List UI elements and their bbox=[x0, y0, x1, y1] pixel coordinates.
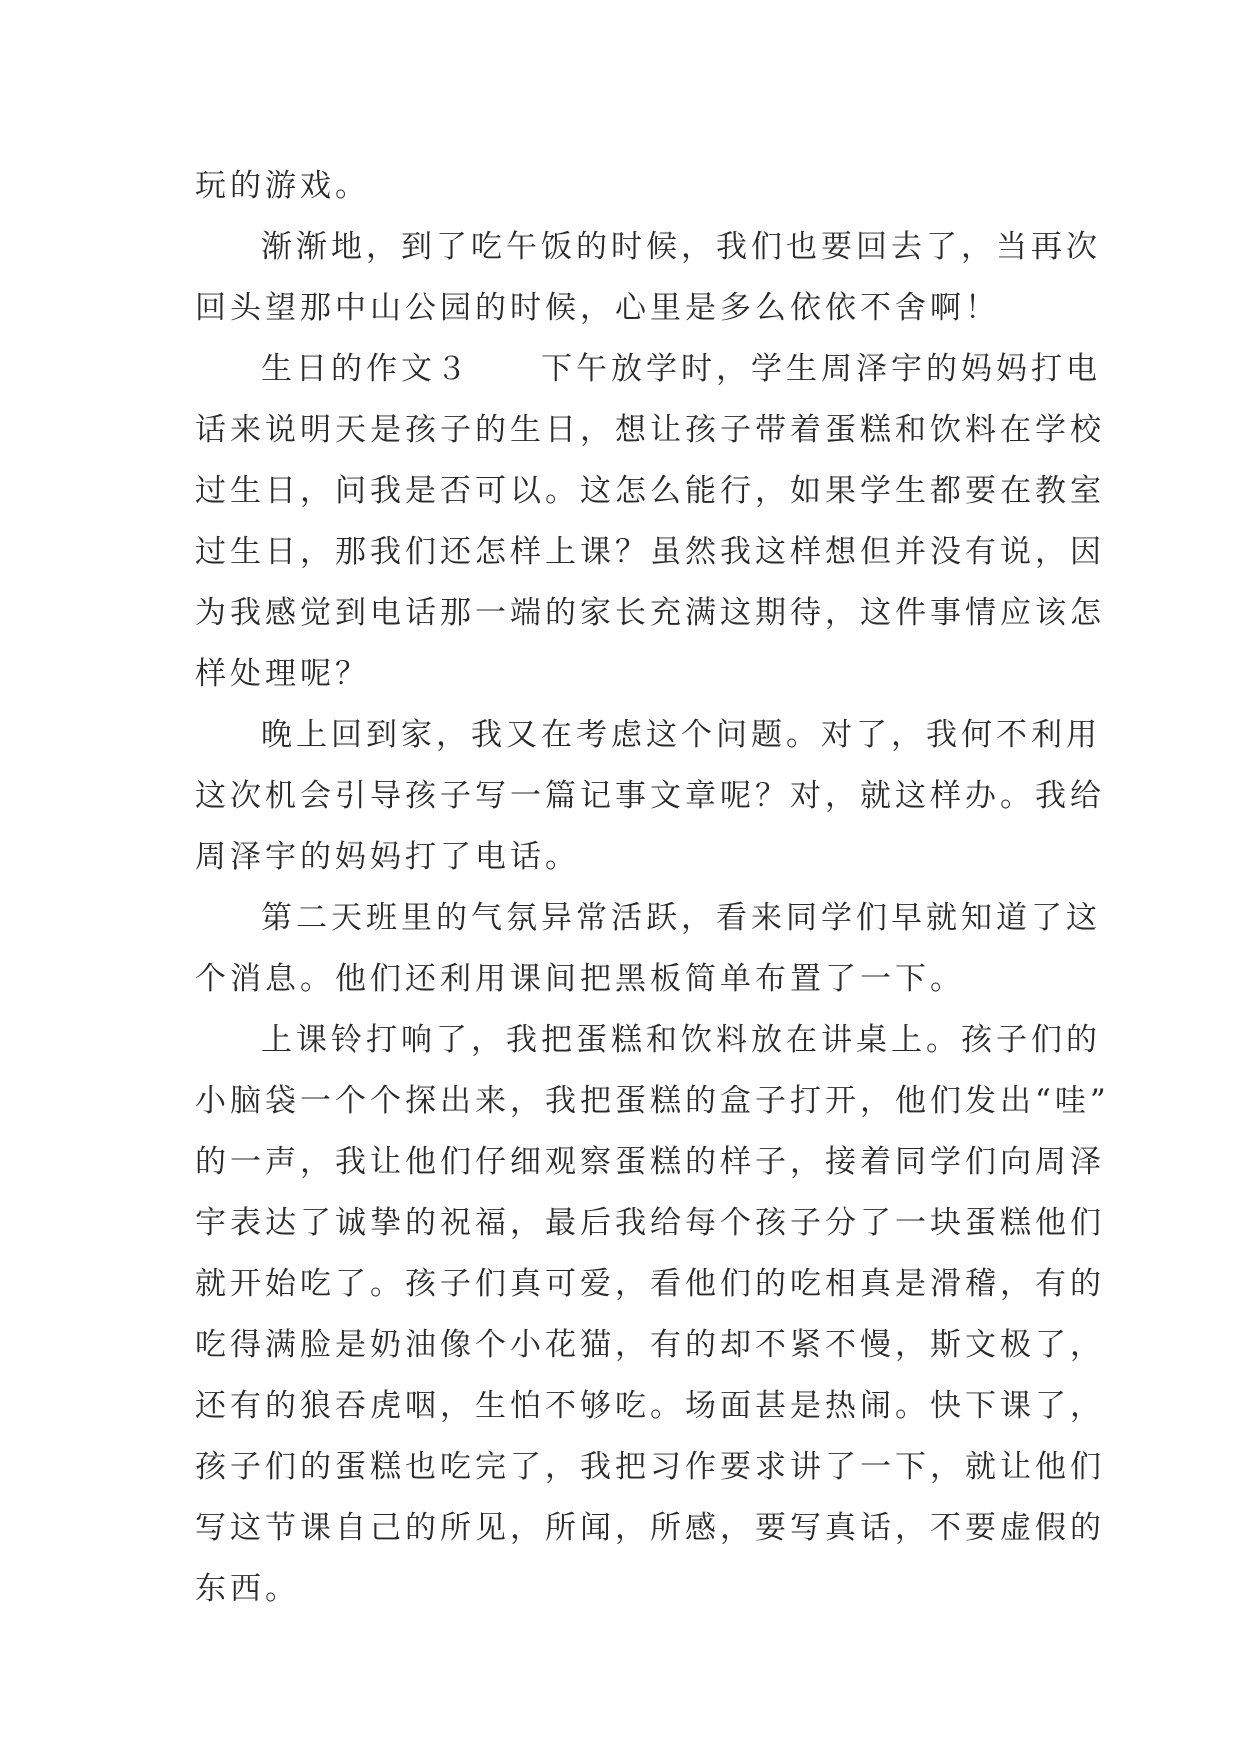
document-body bbox=[195, 156, 1110, 1620]
paragraph-start-line: 渐渐地，到了吃午饭的时候，我们也要回去了，当再次 bbox=[261, 229, 1101, 265]
paragraph-start-line: 第二天班里的气氛异常活跃，看来同学们早就知道了这 bbox=[261, 900, 1101, 936]
text-line: 宇表达了诚挚的祝福，最后我给每个孩子分了一块蛋糕他们 bbox=[195, 1205, 1105, 1241]
paragraph-start-line: 晚上回到家，我又在考虑这个问题。对了，我何不利用 bbox=[261, 717, 1101, 753]
text-line: 吃得满脸是奶油像个小花猫，有的却不紧不慢，斯文极了， bbox=[195, 1327, 1105, 1363]
text-line: 回头望那中山公园的时候，心里是多么依依不舍啊！ bbox=[195, 290, 1000, 326]
text-line: 写这节课自己的所见，所闻，所感，要写真话，不要虚假的 bbox=[195, 1510, 1105, 1546]
text-line: 为我感觉到电话那一端的家长充满这期待，这件事情应该怎 bbox=[195, 595, 1105, 631]
essay-heading-line: 生日的作文３ 下午放学时，学生周泽宇的妈妈打电 bbox=[261, 351, 1101, 387]
text-line: 个消息。他们还利用课间把黑板简单布置了一下。 bbox=[195, 961, 965, 997]
paragraph-start-line: 上课铃打响了，我把蛋糕和饮料放在讲桌上。孩子们的 bbox=[261, 1022, 1101, 1058]
text-line: 东西。 bbox=[195, 1571, 300, 1607]
text-line: 话来说明天是孩子的生日，想让孩子带着蛋糕和饮料在学校 bbox=[195, 412, 1105, 448]
text-line: 就开始吃了。孩子们真可爱，看他们的吃相真是滑稽，有的 bbox=[195, 1266, 1105, 1302]
text-line: 周泽宇的妈妈打了电话。 bbox=[195, 839, 580, 875]
text-line: 小脑袋一个个探出来，我把蛋糕的盒子打开，他们发出“哇” bbox=[195, 1083, 1110, 1119]
text-line: 样处理呢？ bbox=[195, 656, 370, 692]
text-line: 玩的游戏。 bbox=[195, 168, 370, 204]
text-line: 还有的狼吞虎咽，生怕不够吃。场面甚是热闹。快下课了， bbox=[195, 1388, 1105, 1424]
text-line: 的一声，我让他们仔细观察蛋糕的样子，接着同学们向周泽 bbox=[195, 1144, 1105, 1180]
text-line: 孩子们的蛋糕也吃完了，我把习作要求讲了一下，就让他们 bbox=[195, 1449, 1105, 1485]
text-line: 过生日，那我们还怎样上课？虽然我这样想但并没有说，因 bbox=[195, 534, 1105, 570]
text-line: 这次机会引导孩子写一篇记事文章呢？对，就这样办。我给 bbox=[195, 778, 1105, 814]
text-line: 过生日，问我是否可以。这怎么能行，如果学生都要在教室 bbox=[195, 473, 1105, 509]
